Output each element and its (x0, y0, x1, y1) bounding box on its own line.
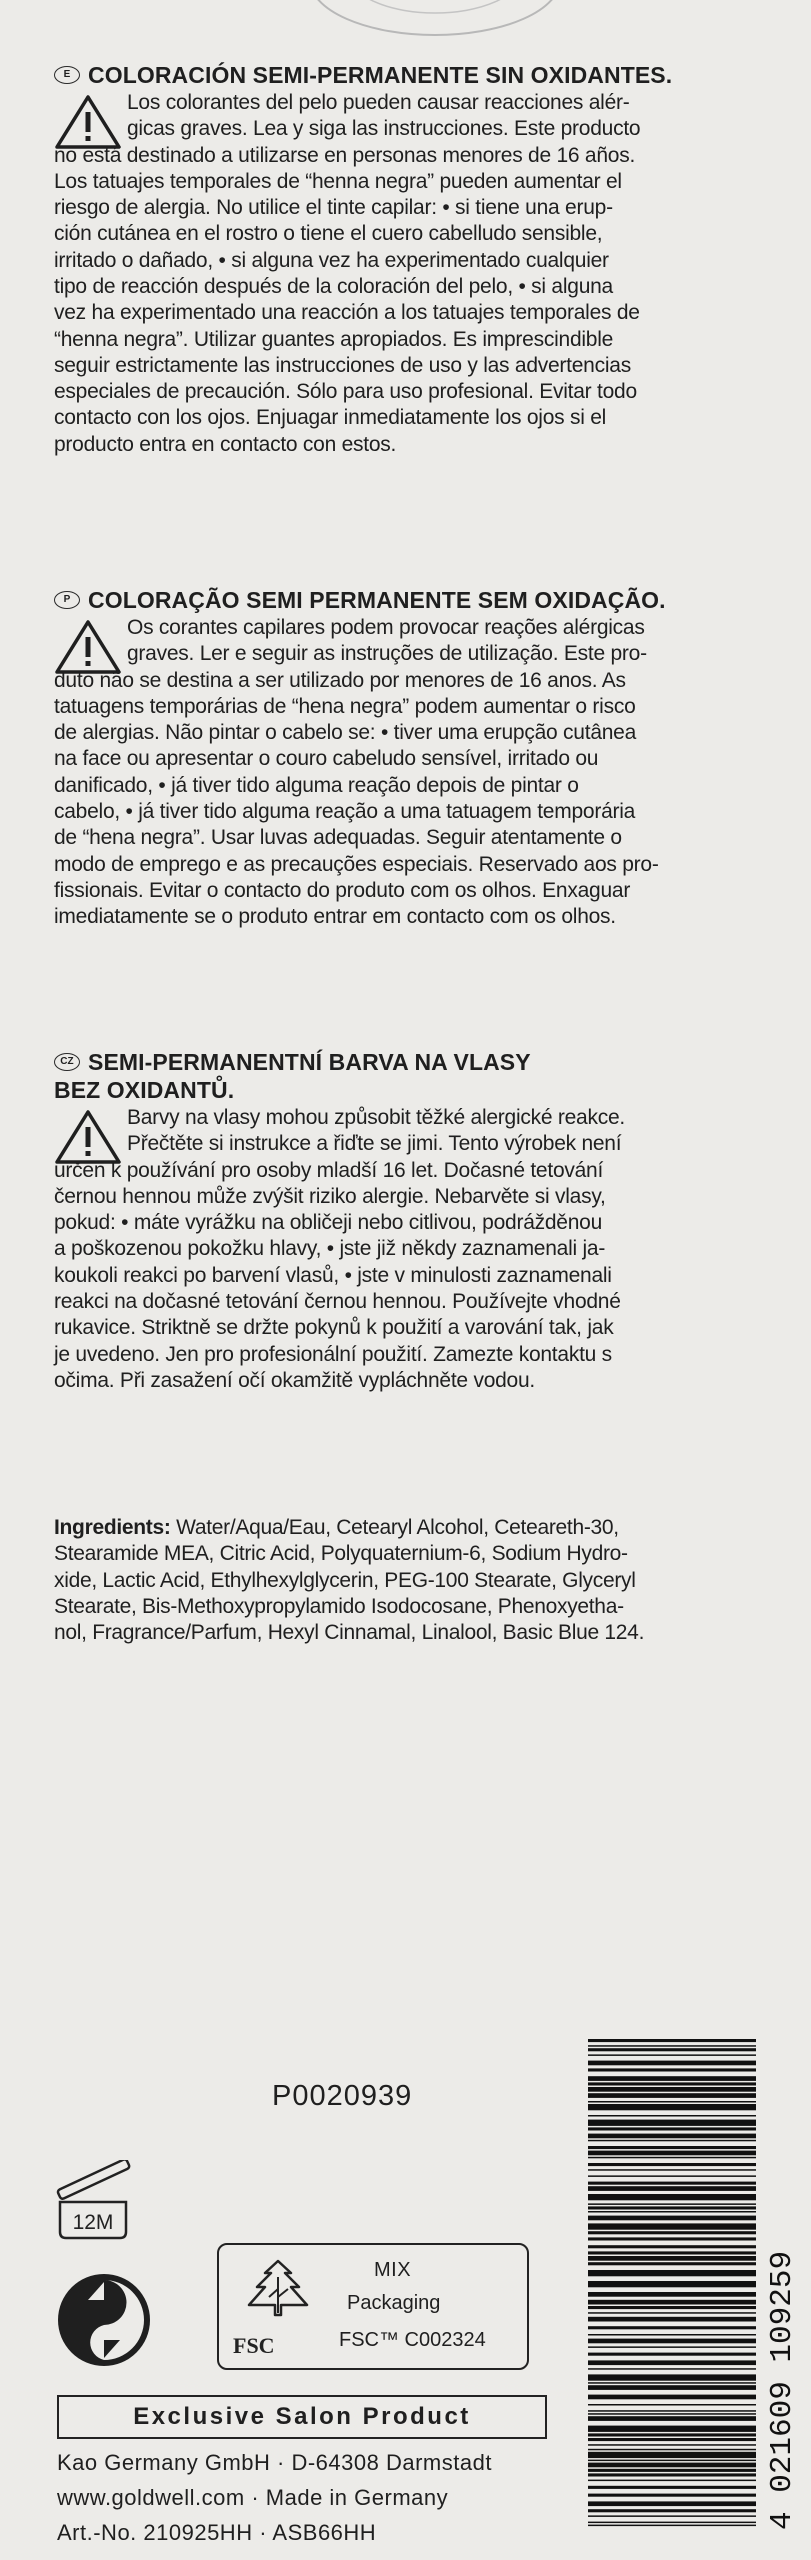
czech-title-line2: BEZ OXIDANTŮ. (54, 1076, 235, 1103)
barcode-bar (588, 2203, 756, 2205)
fsc-packaging: Packaging (347, 2292, 441, 2314)
barcode-bar (588, 2292, 756, 2297)
barcode-bar (588, 2087, 756, 2092)
barcode-bar (588, 2469, 756, 2472)
barcode-bar (588, 2281, 756, 2287)
address-line-1: Kao Germany GmbH · D-64308 Darmstadt (57, 2450, 492, 2475)
barcode-bar (588, 2169, 756, 2171)
spanish-section (54, 58, 774, 458)
warning-icon (54, 94, 122, 150)
czech-section (54, 1045, 774, 1394)
barcode-bar (588, 2382, 756, 2384)
barcode-bar (588, 2494, 756, 2497)
barcode-bar (588, 2525, 756, 2527)
barcode-bar (588, 2251, 756, 2254)
barcode-bar (588, 2211, 756, 2213)
lang-badge-p: P (54, 591, 80, 609)
barcode-bar (588, 2120, 756, 2126)
portuguese-body: Os corantes capilares podem provocar reações alérgicas graves. Ler e seguir as instruções de utilização. Este pro- duto não se destina a ser utilizado por menores de 16 anos. As tatuagens temporárias de “hena negra” podem aumentar o risco de alergias. Não pintar o cabelo se: • tiver uma erupção cutânea na face ou apresentar o couro cabeludo sensível, irritado ou danificado, • já tiver tido alguma reação depois de pintar o cabelo, • já tiver tido alguma reação a uma tatuagem temporária de “hena negra”. Usar luvas adequadas. Seguir atentamente o modo de emprego e as precauções especiais. Reservado aos pro- fissionais. Evitar o contacto do produto com os olhos. Enxaguar imediatamente se o produto entrar em contacto com os olhos. (54, 615, 659, 929)
barcode-bar (588, 2194, 756, 2200)
barcode-bar (588, 2317, 756, 2322)
barcode-bar (588, 2061, 756, 2066)
product-code: P0020939 (272, 2080, 413, 2112)
warning-icon (54, 619, 122, 675)
barcode-bar (588, 2045, 756, 2047)
fsc-mix: MIX (374, 2259, 412, 2281)
svg-text:12M: 12M (72, 2211, 114, 2234)
barcode-bar (588, 2104, 756, 2110)
barcode-bar (588, 2054, 756, 2056)
barcode-bar (588, 2140, 756, 2142)
lang-badge-cz: CZ (54, 1053, 80, 1071)
barcode-bar (588, 2339, 756, 2344)
barcode-bar (588, 2452, 756, 2458)
fsc-label (217, 2243, 529, 2370)
address-line-3: Art.-No. 210925HH · ASB66HH (57, 2520, 377, 2545)
barcode-bar (588, 2146, 756, 2149)
barcode-bar (588, 2385, 756, 2390)
svg-text:FSC: FSC (233, 2333, 275, 2358)
warning-icon (54, 1109, 122, 1165)
barcode-bar (588, 2413, 756, 2415)
barcode-bar (588, 2444, 756, 2446)
barcode-bar (588, 2404, 756, 2406)
barcode-bar (588, 2522, 756, 2524)
barcode-bar (588, 2509, 756, 2512)
barcode-bar (588, 2134, 756, 2139)
seal-graphic (300, 0, 570, 40)
barcode-bar (588, 2245, 756, 2248)
barcode-bar (588, 2237, 756, 2240)
barcode-bar (588, 2449, 756, 2451)
barcode-bar (588, 2163, 756, 2166)
barcode-bar (588, 2068, 756, 2071)
barcode (588, 2035, 803, 2535)
barcode-bar (588, 2473, 756, 2476)
spanish-title: E COLORACIÓN SEMI-PERMANENTE SIN OXIDANTES. (54, 58, 774, 90)
barcode-bar (588, 2186, 756, 2191)
barcode-bar (588, 2093, 756, 2098)
portuguese-section (54, 583, 774, 930)
fsc-code: FSC™ C002324 (339, 2329, 486, 2351)
barcode-bar (588, 2416, 756, 2421)
barcode-bar (588, 2175, 756, 2177)
czech-title: CZ SEMI-PERMANENTNÍ BARVA NA VLASY (54, 1045, 774, 1077)
barcode-bar (588, 2353, 756, 2356)
barcode-bar (588, 2076, 756, 2081)
barcode-bar (588, 2262, 756, 2265)
barcode-bar (588, 2374, 756, 2380)
lang-badge-e: E (54, 66, 80, 84)
barcode-bar (588, 2410, 756, 2412)
barcode-bar (588, 2216, 756, 2221)
barcode-bar (588, 2082, 756, 2085)
barcode-bar (588, 2501, 756, 2506)
barcode-bar (588, 2300, 756, 2305)
barcode-bar (588, 2334, 756, 2336)
barcode-bar (588, 2223, 756, 2229)
green-dot-icon (54, 2270, 154, 2370)
barcode-bar (588, 2115, 756, 2117)
barcode-bar (588, 2306, 756, 2309)
fsc-tree-icon (233, 2253, 323, 2363)
barcode-bar (588, 2182, 756, 2185)
barcode-bar (588, 2127, 756, 2130)
barcode-bar (588, 2395, 756, 2400)
barcode-bar (588, 2312, 756, 2314)
barcode-bar (588, 2346, 756, 2348)
barcode-bar (588, 2231, 756, 2234)
barcode-bar (588, 2101, 756, 2103)
ingredients-list: Ingredients: Water/Aqua/Eau, Cetearyl Alcohol, Ceteareth-30, Stearamide MEA, Citric Acid, Polyquaternium-6, Sodium Hydro- xide, Lactic Acid, Ethylhexylglycerin, PEG-100 Stearate, Glyceryl Stearate, Bis-Methoxypropylamido Isodocosane, Phenoxyetha- nol, Fragrance/Parfum, Hexyl Cinnamal, Linalool, Basic Blue 124. (54, 1516, 645, 1645)
barcode-bar (588, 2157, 756, 2159)
barcode-bar (588, 2151, 756, 2156)
portuguese-title: P COLORAÇÃO SEMI PERMANENTE SEM OXIDAÇÃO. (54, 583, 774, 615)
exclusive-salon-product: Exclusive Salon Product (57, 2395, 547, 2439)
barcode-bar (588, 2460, 756, 2462)
barcode-number: 4 021609 109259 (765, 2250, 800, 2530)
barcode-bar (588, 2039, 756, 2042)
barcode-bar (588, 2433, 756, 2436)
barcode-bar (588, 2360, 756, 2365)
barcode-bar (588, 2270, 756, 2276)
barcode-bar (588, 2463, 756, 2468)
barcode-bar (588, 2048, 756, 2051)
barcode-bar (588, 2480, 756, 2482)
address-line-2: www.goldwell.com · Made in Germany (57, 2485, 449, 2510)
barcode-bar (588, 2426, 756, 2432)
barcode-bar (588, 2256, 756, 2261)
barcode-bar (588, 2486, 756, 2489)
barcode-bar (588, 2438, 756, 2441)
barcode-bar (588, 2206, 756, 2209)
barcode-bar (588, 2368, 756, 2370)
czech-body: Barvy na vlasy mohou způsobit těžké alergické reakce. Přečtěte si instrukce a řiďte se jimi. Tento výrobek není určen k používání pro osoby mladší 16 let. Dočasné tetování černou hennou může zvýšit riziko alergie. Nebarvěte si vlasy, pokud: • máte vyrážku na obličeji nebo citlivou, podrážděnou a poškozenou pokožku hlavy, • jste již někdy zaznamenali ja- koukoli reakci po barvení vlasů, • jste v minulosti zaznamenali reakci na dočasné tetování černou hennou. Používejte vhodné rukavice. Striktně se držte pokynů k použití a varování tak, jak je uvedeno. Jen pro profesionální použití. Zamezte kontaktu s očima. Při zasažení očí okamžitě vypláchněte vodou. (54, 1105, 625, 1392)
spanish-body: Los colorantes del pelo pueden causar reacciones alér- gicas graves. Lea y siga las instrucciones. Este producto no está destinado a utilizarse en personas menores de 16 años. Los tatuajes temporales de “henna negra” pueden aumentar el riesgo de alergia. No utilice el tinte capilar: • si tiene una erup- ción cutánea en el rostro o tiene el cuero cabelludo sensible, irritado o dañado, • si alguna vez ha experimentado cualquier tipo de reacción después de la coloración del pelo, • si alguna vez ha experimentado una reacción a los tatuajes temporales de “henna negra”. Utilizar guantes apropiados. Es imprescindible seguir estrictamente las instrucciones de uso y las advertencias especiales de precaución. Sólo para uso profesional. Evitar todo contacto con los ojos. Enjuagar inmediatamente los ojos si el producto entra en contacto con estos. (54, 90, 641, 456)
barcode-bar (588, 2326, 756, 2329)
ingredients-label: Ingredients: (54, 1516, 171, 1539)
barcode-bar (588, 2515, 756, 2517)
pao-jar-icon (54, 2160, 134, 2240)
